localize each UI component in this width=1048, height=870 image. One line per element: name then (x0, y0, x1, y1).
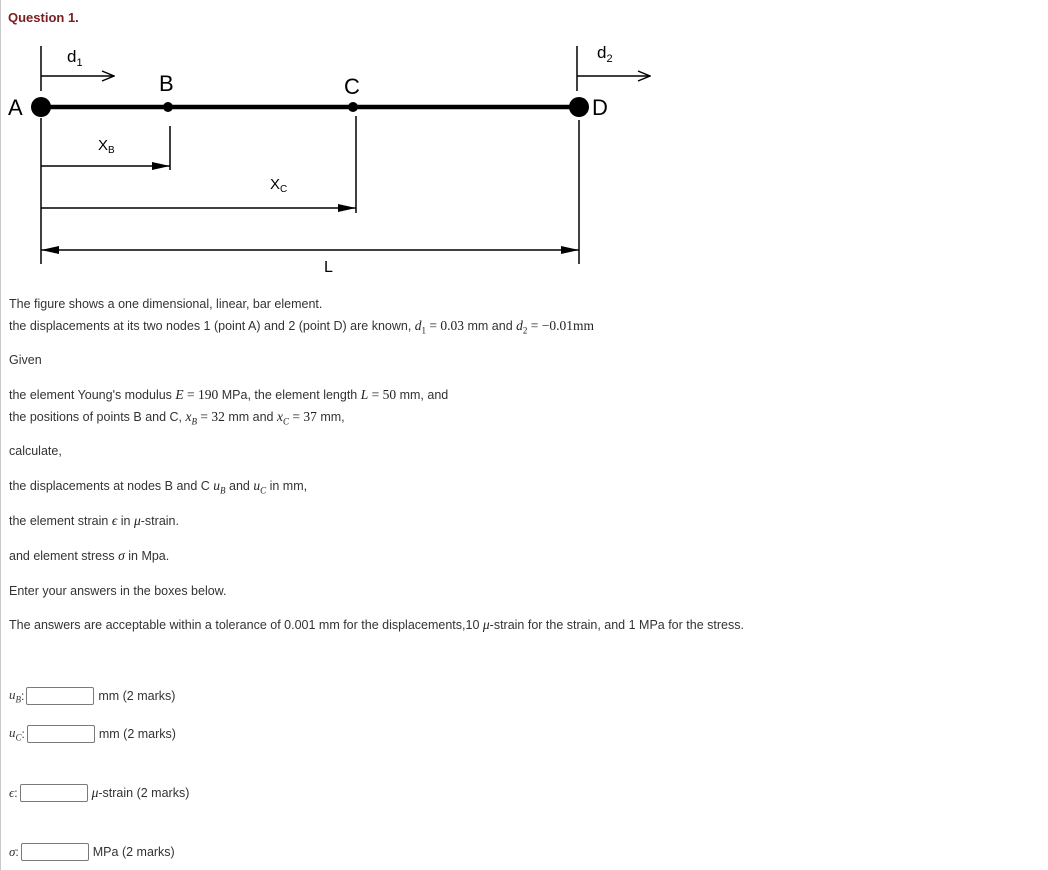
given-heading (9, 352, 42, 368)
xb-value: = 32 (197, 409, 225, 424)
node-c-dot (348, 102, 358, 112)
answer-row-uc (9, 723, 176, 745)
answer-colon: : (15, 845, 19, 859)
strain-text: the element strain (9, 514, 112, 528)
displacement-post: in mm, (266, 479, 308, 493)
xb-symbol: x (185, 409, 192, 424)
enter-answers-line (9, 583, 226, 599)
intro-line-1 (9, 296, 322, 312)
calculate-line (9, 443, 62, 459)
xb-label: $X_B$ (98, 137, 115, 156)
answer-label-stress: σ (9, 844, 16, 859)
stress-input[interactable] (21, 843, 89, 861)
tolerance-text: The answers are acceptable within a tolerance of 0.001 mm for the displacements,10 (9, 618, 483, 632)
uc-subscript: C (260, 485, 267, 496)
young-post: mm, and (396, 388, 449, 402)
d2-value: = −0.01mm (527, 318, 594, 333)
stress-post: in Mpa. (124, 549, 170, 563)
young-E-value: = 190 (183, 387, 219, 402)
answer-colon: : (21, 689, 25, 703)
positions-text: the positions of points B and C, (9, 410, 186, 424)
node-a-label: A (8, 95, 23, 120)
xc-value: = 37 (289, 409, 317, 424)
node-b-dot (163, 102, 173, 112)
d1-subscript: 1 (421, 325, 427, 336)
length-L-value: = 50 (368, 387, 397, 402)
tolerance-mu-symbol: μ (482, 617, 490, 632)
d1-label: $d_1$ (67, 47, 83, 69)
strain-unit-mu: μ (91, 785, 99, 800)
answer-ub-subscript: B (15, 694, 21, 705)
positions-line (9, 409, 345, 430)
answer-colon: : (14, 786, 18, 800)
positions-post: mm, (316, 410, 345, 424)
uc-input[interactable] (27, 725, 95, 743)
node-d-label: D (592, 95, 608, 120)
strain-unit (92, 785, 190, 801)
given-text: Given (9, 353, 42, 367)
strain-line (9, 513, 179, 529)
node-b-label: B (159, 71, 174, 96)
answer-uc-symbol: u (9, 725, 16, 741)
ub-symbol: u (213, 478, 221, 493)
strain-mid: in (117, 514, 134, 528)
ub-input[interactable] (26, 687, 94, 705)
xc-subscript: C (282, 416, 289, 427)
displacement-and: and (225, 479, 254, 493)
question-title: Question 1. (8, 10, 79, 25)
answer-row-strain (9, 782, 189, 804)
tolerance-post: -strain for the strain, and 1 MPa for the stress. (489, 618, 744, 632)
strain-symbol: ϵ (111, 513, 118, 528)
d1-symbol: d (414, 318, 422, 333)
node-a-circle (31, 97, 51, 117)
answer-ub-symbol: u (9, 687, 16, 703)
answer-label-uc (9, 725, 22, 743)
tolerance-line (9, 617, 744, 633)
xc-symbol: x (276, 409, 283, 424)
stress-line (9, 548, 169, 564)
stress-symbol: σ (118, 548, 125, 563)
uc-symbol: u (253, 478, 261, 493)
strain-post: -strain. (140, 514, 179, 528)
intro-line-2 (9, 318, 594, 339)
strain-unit-text: -strain (2 marks) (98, 786, 190, 800)
length-label: L (324, 259, 333, 276)
young-text: the element Young's modulus (9, 388, 176, 402)
displacement-text: the displacements at nodes B and C (9, 479, 214, 493)
answer-label-strain: ϵ (9, 785, 15, 800)
ub-subscript: B (220, 485, 226, 496)
strain-input[interactable] (20, 784, 88, 802)
young-E-symbol: E (175, 387, 184, 402)
d2-label: $d_2$ (597, 43, 613, 65)
bar-element-figure (0, 36, 700, 286)
answer-label-ub (9, 687, 21, 705)
answer-row-stress (9, 841, 175, 863)
d1-value: = 0.03 (426, 318, 465, 333)
node-c-label: C (344, 74, 360, 99)
enter-answers-text: Enter your answers in the boxes below. (9, 584, 227, 598)
xb-subscript: B (191, 416, 197, 427)
d2-symbol: d (516, 318, 523, 333)
intro-text-2: the displacements at its two nodes 1 (point A) and 2 (point D) are known, (9, 319, 415, 333)
uc-unit: mm (2 marks) (98, 727, 176, 741)
answer-colon: : (21, 727, 25, 741)
bar-element-diagram (0, 36, 700, 286)
xc-label: $X_C$ (270, 176, 288, 195)
stress-text: and element stress (9, 549, 119, 563)
intro-text-1: The figure shows a one dimensional, linear, bar element. (9, 297, 323, 311)
answer-row-ub (9, 685, 175, 707)
node-d-circle (569, 97, 589, 117)
positions-mid: mm and (224, 410, 277, 424)
strain-mu-symbol: μ (133, 513, 141, 528)
intro-mid: mm and (464, 319, 517, 333)
answer-uc-subscript: C (15, 732, 22, 743)
d2-subscript: 2 (522, 325, 528, 336)
young-mid: MPa, the element length (218, 388, 361, 402)
length-L-symbol: L (360, 387, 369, 402)
stress-unit: MPa (2 marks) (92, 845, 175, 859)
calculate-text: calculate, (9, 444, 62, 458)
young-modulus-line (9, 387, 448, 403)
displacement-line (9, 478, 307, 499)
ub-unit: mm (2 marks) (98, 689, 176, 703)
